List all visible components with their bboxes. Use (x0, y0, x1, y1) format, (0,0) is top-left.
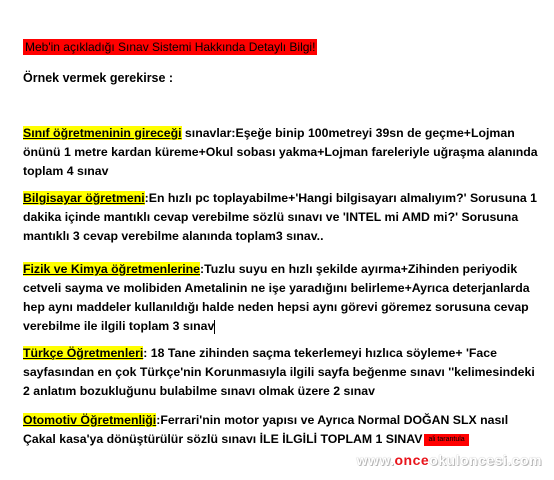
section-fizik-kimya (23, 260, 538, 336)
section-text: :Tuzlu suyu en hızlı şekilde ayırma+Zihinden periyodik cetveli sayma ve molibiden Ametalinin ne işe yaradığını belirleme+Ayrıca deterjanlarda hep aynı maddeler kullanıldığı halde neden hepsi aynı görevi göremez sorusuna cevap verebilme ile ilgili toplam 3 sınav (23, 262, 530, 333)
intro-text: Örnek vermek gerekirse : (23, 71, 174, 85)
watermark-accent: once (394, 452, 430, 468)
section-turkce (23, 344, 538, 401)
watermark-suffix: okuloncesi.com (429, 452, 542, 468)
site-watermark (356, 452, 542, 468)
title-line (23, 38, 543, 56)
section-heading: Sınıf öğretmeninin gireceği (23, 126, 182, 140)
document-body (23, 38, 543, 446)
section-sinif (23, 124, 538, 181)
section-otomotiv (23, 411, 538, 449)
document-title: Meb'in açıkladığı Sınav Sistemi Hakkında Detaylı Bilgi! (25, 40, 316, 54)
section-heading: Türkçe Öğretmenleri (23, 346, 144, 360)
watermark-prefix: www. (356, 452, 395, 468)
section-text: : 18 Tane zihinden saçma tekerlemeyi hızlıca söyleme+ 'Face sayfasından en çok Türkçe'nin Korunmasıyla ilgili sayfa beğenme sınavı ''kelimesindeki 2 anlatım bozukluğunu bulabilme sınavı olmak üzere 2 sınav (23, 346, 535, 398)
section-heading: Fizik ve Kimya öğretmenlerine (23, 262, 201, 276)
section-text: sınavlar:Eşeğe binip 100metreyi 39sn de geçme+Lojman önünü 1 metre kardan küreme+Okul sobası yakma+Lojman fareleriyle uğraşma alanında toplam 4 sınav (23, 126, 538, 178)
section-bilgisayar (23, 189, 538, 246)
section-text: :Ferrari'nin motor yapısı ve Ayrıca Normal DOĞAN SLX nasıl Çakal kasa'ya dönüştürülür sözlü sınavı İLE İLGİLİ TOPLAM 1 SINAV (23, 413, 509, 446)
section-heading: Bilgisayar öğretmeni (23, 191, 145, 205)
signature-tag: ali tarantula (424, 434, 468, 446)
section-heading: Otomotiv Öğretmenliği (23, 413, 157, 427)
text-cursor (214, 320, 215, 334)
section-text: :En hızlı pc toplayabilme+'Hangi bilgisayarı almalıyım?' Sorusuna 1 dakika içinde mantıklı cevap verebilme sözlü sınavı ve 'INTEL mi AMD mi?' Sorusuna mantıklı 3 cevap verebilme alanında toplam3 sınav.. (23, 191, 537, 243)
